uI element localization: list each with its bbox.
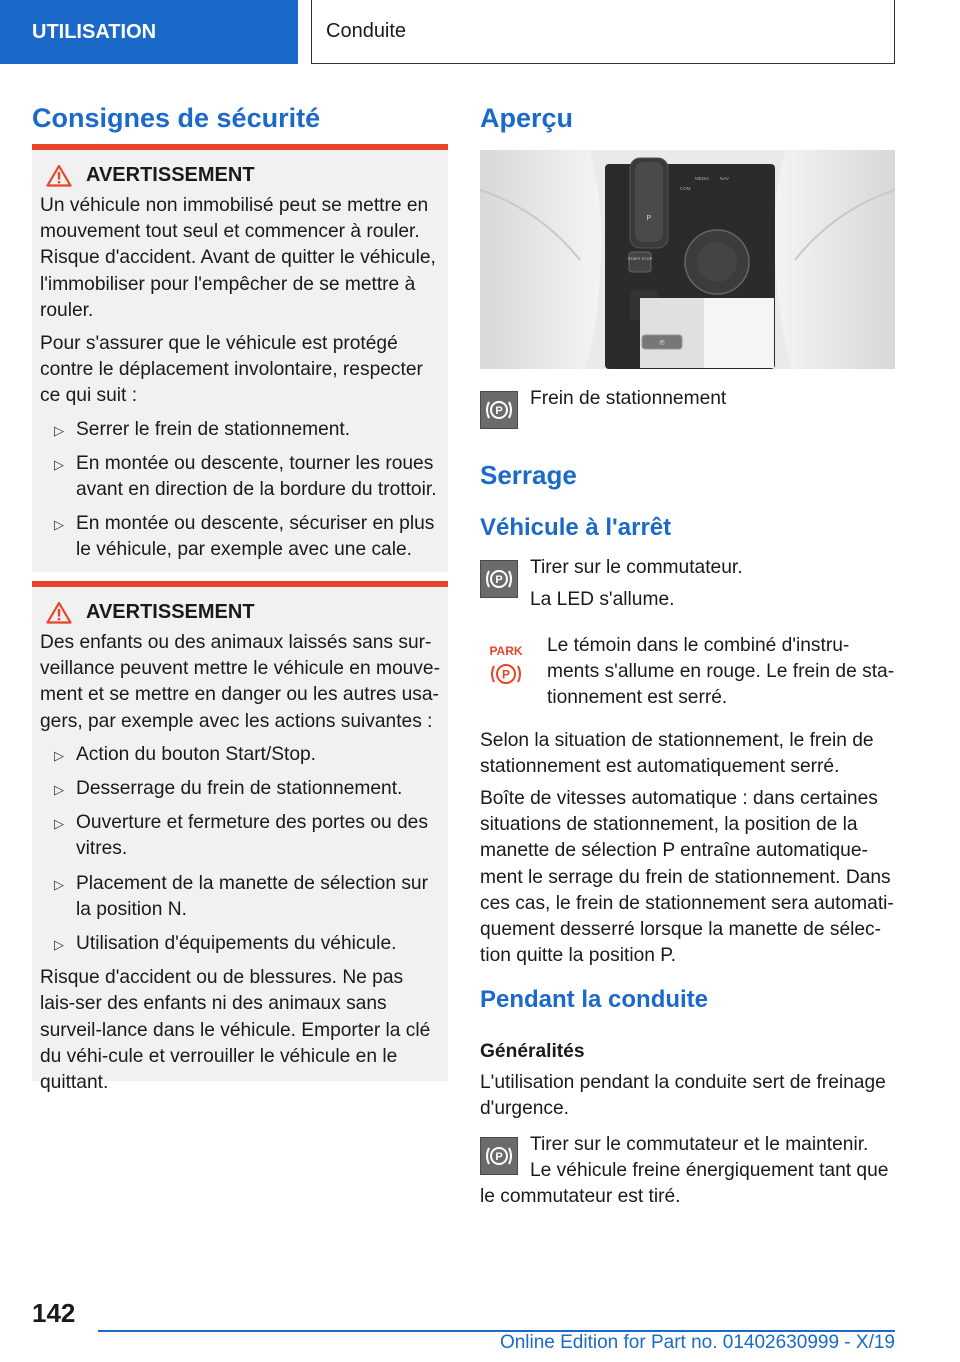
footer-edition: Online Edition for Part no. 01402630999 - X/19 bbox=[499, 1332, 895, 1353]
svg-text:P: P bbox=[501, 667, 511, 682]
warning-text: Des enfants ou des animaux laissés sans sur-veillance peuvent mettre le véhicule en mouve-ment et se mettre en danger ou les autres usa-gers, par exemple avec les actions suivantes : bbox=[40, 632, 440, 732]
triangle-bullet-icon: ▷ bbox=[54, 456, 64, 472]
svg-text:P: P bbox=[646, 215, 652, 222]
svg-text:NAV: NAV bbox=[720, 176, 729, 181]
page-number: 142 bbox=[32, 1298, 76, 1328]
vehicule-arret-title: Véhicule à l'arrêt bbox=[480, 514, 672, 541]
parking-brake-icon bbox=[480, 560, 518, 598]
svg-text:COM: COM bbox=[680, 186, 691, 191]
indicator-text: Le témoin dans le combiné d'instru-ments s'allume en rouge. Le frein de sta-tionnement est serré. bbox=[547, 635, 895, 709]
warning-label: AVERTISSEMENT bbox=[86, 601, 255, 623]
body-text: Selon la situation de stationnement, le frein de stationnement est automatiquement serré. bbox=[480, 730, 874, 778]
triangle-bullet-icon: ▷ bbox=[54, 747, 64, 763]
svg-text:P: P bbox=[495, 1151, 503, 1163]
section-tab: UTILISATION bbox=[0, 0, 298, 64]
triangle-bullet-icon: ▷ bbox=[54, 816, 64, 832]
serrage-title: Serrage bbox=[480, 460, 577, 490]
warning-text: Un véhicule non immobilisé peut se mettre en mouvement tout seul et commencer à rouler. Risque d'accident. Avant de quitter le véhicule, l'immobiliser pour l'empêcher de se mettre à rouler. bbox=[40, 195, 436, 321]
triangle-bullet-icon: ▷ bbox=[54, 517, 64, 533]
triangle-bullet-icon: ▷ bbox=[54, 937, 64, 953]
parking-brake-icon bbox=[480, 391, 518, 429]
list-item: ▷ Action du bouton Start/Stop. bbox=[40, 742, 440, 768]
svg-text:MEDIA: MEDIA bbox=[695, 176, 710, 181]
svg-text:START STOP: START STOP bbox=[627, 256, 653, 261]
image-caption: Frein de stationnement bbox=[530, 388, 727, 409]
list-item: ▷ Placement de la manette de sélection sur la position N. bbox=[54, 872, 428, 920]
pendant-conduite-title: Pendant la conduite bbox=[480, 986, 709, 1013]
warning-header bbox=[40, 601, 440, 624]
list-item: ▷ En montée ou descente, tourner les roues avant en direction de la bordure du trottoir. bbox=[54, 452, 437, 501]
subheading: Généralités bbox=[480, 1041, 585, 1062]
body-text: Boîte de vitesses automatique : dans certaines situations de stationnement, la position de la manette de sélection P entraîne automatique-ment le serrage du frein de stationnement. Dans ces cas, le frein de stationnement sera automati-quement desserré lorsque la manette de sélec-tion quitte la position P. bbox=[480, 788, 894, 967]
triangle-bullet-icon: ▷ bbox=[54, 782, 64, 798]
body-text: L'utilisation pendant la conduite sert de freinage d'urgence. bbox=[480, 1072, 886, 1120]
svg-text:P: P bbox=[495, 574, 503, 586]
safety-title: Consignes de sécurité bbox=[32, 103, 321, 133]
svg-text:P: P bbox=[495, 405, 503, 417]
list-item: ▷ En montée ou descente, sécuriser en plus le véhicule, par exemple avec une cale. bbox=[54, 513, 435, 561]
bullet-list bbox=[40, 417, 440, 564]
warning-box-1 bbox=[32, 144, 448, 572]
list-item: ▷ Utilisation d'équipements du véhicule. bbox=[40, 931, 440, 957]
warning-triangle-icon bbox=[46, 601, 72, 624]
warning-header bbox=[40, 164, 440, 187]
warning-text: Risque d'accident ou de blessures. Ne pas lais-ser des enfants ni des animaux sans surveil-lance dans le véhicule. Emporter la clé du véhi-cule et verrouiller le véhicule en le quittant. bbox=[40, 967, 431, 1094]
bullet-list bbox=[40, 742, 440, 957]
chapter-title: Conduite bbox=[311, 0, 895, 64]
svg-text:℗: ℗ bbox=[659, 340, 665, 347]
warning-label: AVERTISSEMENT bbox=[86, 164, 255, 186]
instruction-text: Tirer sur le commutateur. bbox=[530, 557, 743, 578]
warning-box-2 bbox=[32, 581, 448, 1094]
instruction-text: Le véhicule freine énergiquement tant que le commutateur est tiré. bbox=[480, 1160, 889, 1208]
center-console-illustration bbox=[480, 150, 895, 369]
instruction-text: Tirer sur le commutateur et le maintenir. bbox=[530, 1134, 869, 1155]
list-item: ▷ Ouverture et fermeture des portes ou des vitres. bbox=[54, 812, 428, 860]
park-indicator-icon bbox=[486, 643, 526, 691]
triangle-bullet-icon: ▷ bbox=[54, 876, 64, 892]
overview-title: Aperçu bbox=[480, 103, 574, 133]
triangle-bullet-icon: ▷ bbox=[54, 422, 64, 438]
warning-text: Pour s'assurer que le véhicule est protégé contre le déplacement involontaire, respecter ce qui suit : bbox=[40, 333, 423, 407]
list-item: ▷ Serrer le frein de stationnement. bbox=[40, 417, 440, 443]
instruction-text: La LED s'allume. bbox=[530, 589, 675, 610]
warning-triangle-icon bbox=[46, 164, 72, 187]
list-item: ▷ Desserrage du frein de stationnement. bbox=[40, 776, 440, 802]
svg-text:PARK: PARK bbox=[489, 644, 523, 658]
